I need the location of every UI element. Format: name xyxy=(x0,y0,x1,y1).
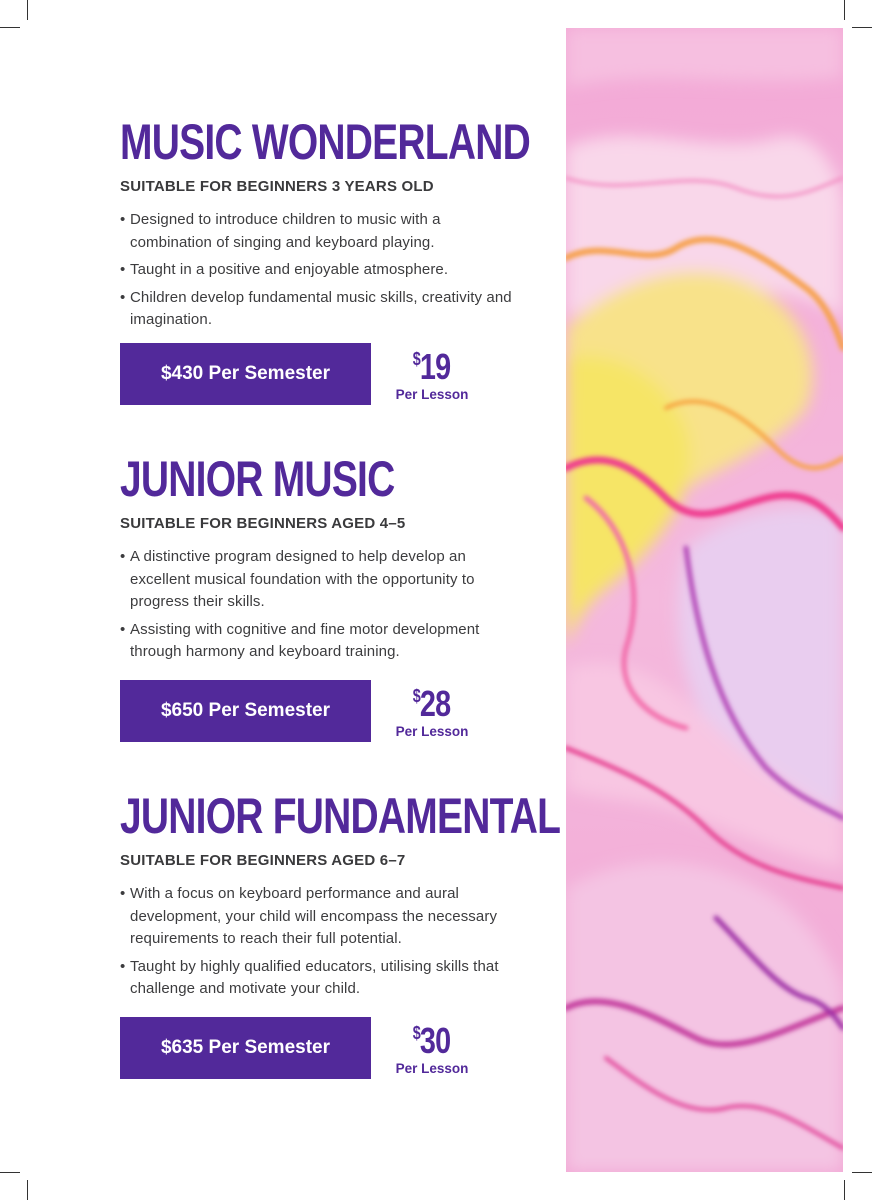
bullet-text: Designed to introduce children to music with a combination of singing and keyboard playing. xyxy=(130,211,441,251)
program-title: MUSIC WONDERLAND xyxy=(120,114,530,170)
bullet-text: Children develop fundamental music skills, creativity and imagination. xyxy=(130,288,512,328)
list-item xyxy=(120,259,520,282)
crop-mark xyxy=(27,1180,28,1200)
semester-price-button[interactable]: $430 Per Semester xyxy=(120,343,371,405)
marble-artwork xyxy=(566,28,843,1172)
crop-mark xyxy=(27,0,28,20)
program-bullet-list xyxy=(120,546,520,664)
lesson-amount xyxy=(413,1020,451,1061)
crop-mark xyxy=(0,27,20,28)
fluid-art-panel xyxy=(566,28,843,1172)
semester-price-button[interactable]: $635 Per Semester xyxy=(120,1017,371,1079)
currency-symbol: $ xyxy=(413,349,421,369)
bullet-icon: • xyxy=(120,211,126,228)
program-title: JUNIOR MUSIC xyxy=(120,451,395,507)
currency-symbol: $ xyxy=(413,1023,421,1043)
bullet-text: Taught by highly qualified educators, utilising skills that challenge and motivate your child. xyxy=(130,957,499,997)
semester-price-button[interactable]: $650 Per Semester xyxy=(120,680,371,742)
per-lesson-price xyxy=(394,1020,470,1076)
program-junior-music xyxy=(120,453,520,669)
program-subtitle: SUITABLE FOR BEGINNERS 3 YEARS OLD xyxy=(120,178,434,195)
lesson-amount xyxy=(413,683,451,724)
crop-mark xyxy=(844,1180,845,1200)
lesson-price-value: 30 xyxy=(420,1020,451,1061)
program-bullet-list xyxy=(120,883,520,1001)
crop-mark xyxy=(844,0,845,20)
per-lesson-price xyxy=(394,683,470,739)
per-lesson-label: Per Lesson xyxy=(395,387,469,402)
crop-mark xyxy=(852,1172,872,1173)
lesson-price-value: 28 xyxy=(420,683,451,724)
currency-symbol: $ xyxy=(413,686,421,706)
list-item xyxy=(120,209,520,254)
bullet-icon: • xyxy=(120,885,126,902)
crop-mark xyxy=(0,1172,20,1173)
per-lesson-price xyxy=(394,346,470,402)
bullet-icon: • xyxy=(120,261,126,278)
list-item xyxy=(120,287,520,332)
program-bullet-list xyxy=(120,209,520,332)
list-item xyxy=(120,619,520,664)
bullet-text: With a focus on keyboard performance and aural development, your child will encompass the necessary requirements to reach their full potential. xyxy=(130,885,498,947)
program-music-wonderland xyxy=(120,114,530,337)
list-item xyxy=(120,546,520,614)
bullet-icon: • xyxy=(120,957,126,975)
bullet-icon: • xyxy=(120,288,126,306)
program-subtitle: SUITABLE FOR BEGINNERS AGED 4–5 xyxy=(120,515,406,532)
bullet-icon: • xyxy=(120,548,126,565)
lesson-price-value: 19 xyxy=(420,346,451,387)
bullet-text: A distinctive program designed to help develop an excellent musical foundation with the opportunity to progress their skills. xyxy=(130,548,475,610)
per-lesson-label: Per Lesson xyxy=(395,1061,469,1076)
crop-mark xyxy=(852,27,872,28)
list-item xyxy=(120,883,520,951)
list-item xyxy=(120,956,520,1001)
program-junior-fundamental xyxy=(120,788,561,1006)
program-title: JUNIOR FUNDAMENTAL xyxy=(120,788,561,844)
bullet-text: Assisting with cognitive and fine motor development through harmony and keyboard training. xyxy=(130,620,480,660)
per-lesson-label: Per Lesson xyxy=(395,724,469,739)
program-subtitle: SUITABLE FOR BEGINNERS AGED 6–7 xyxy=(120,852,406,869)
bullet-text: Taught in a positive and enjoyable atmosphere. xyxy=(130,261,449,278)
lesson-amount xyxy=(413,346,451,387)
bullet-icon: • xyxy=(120,620,126,638)
